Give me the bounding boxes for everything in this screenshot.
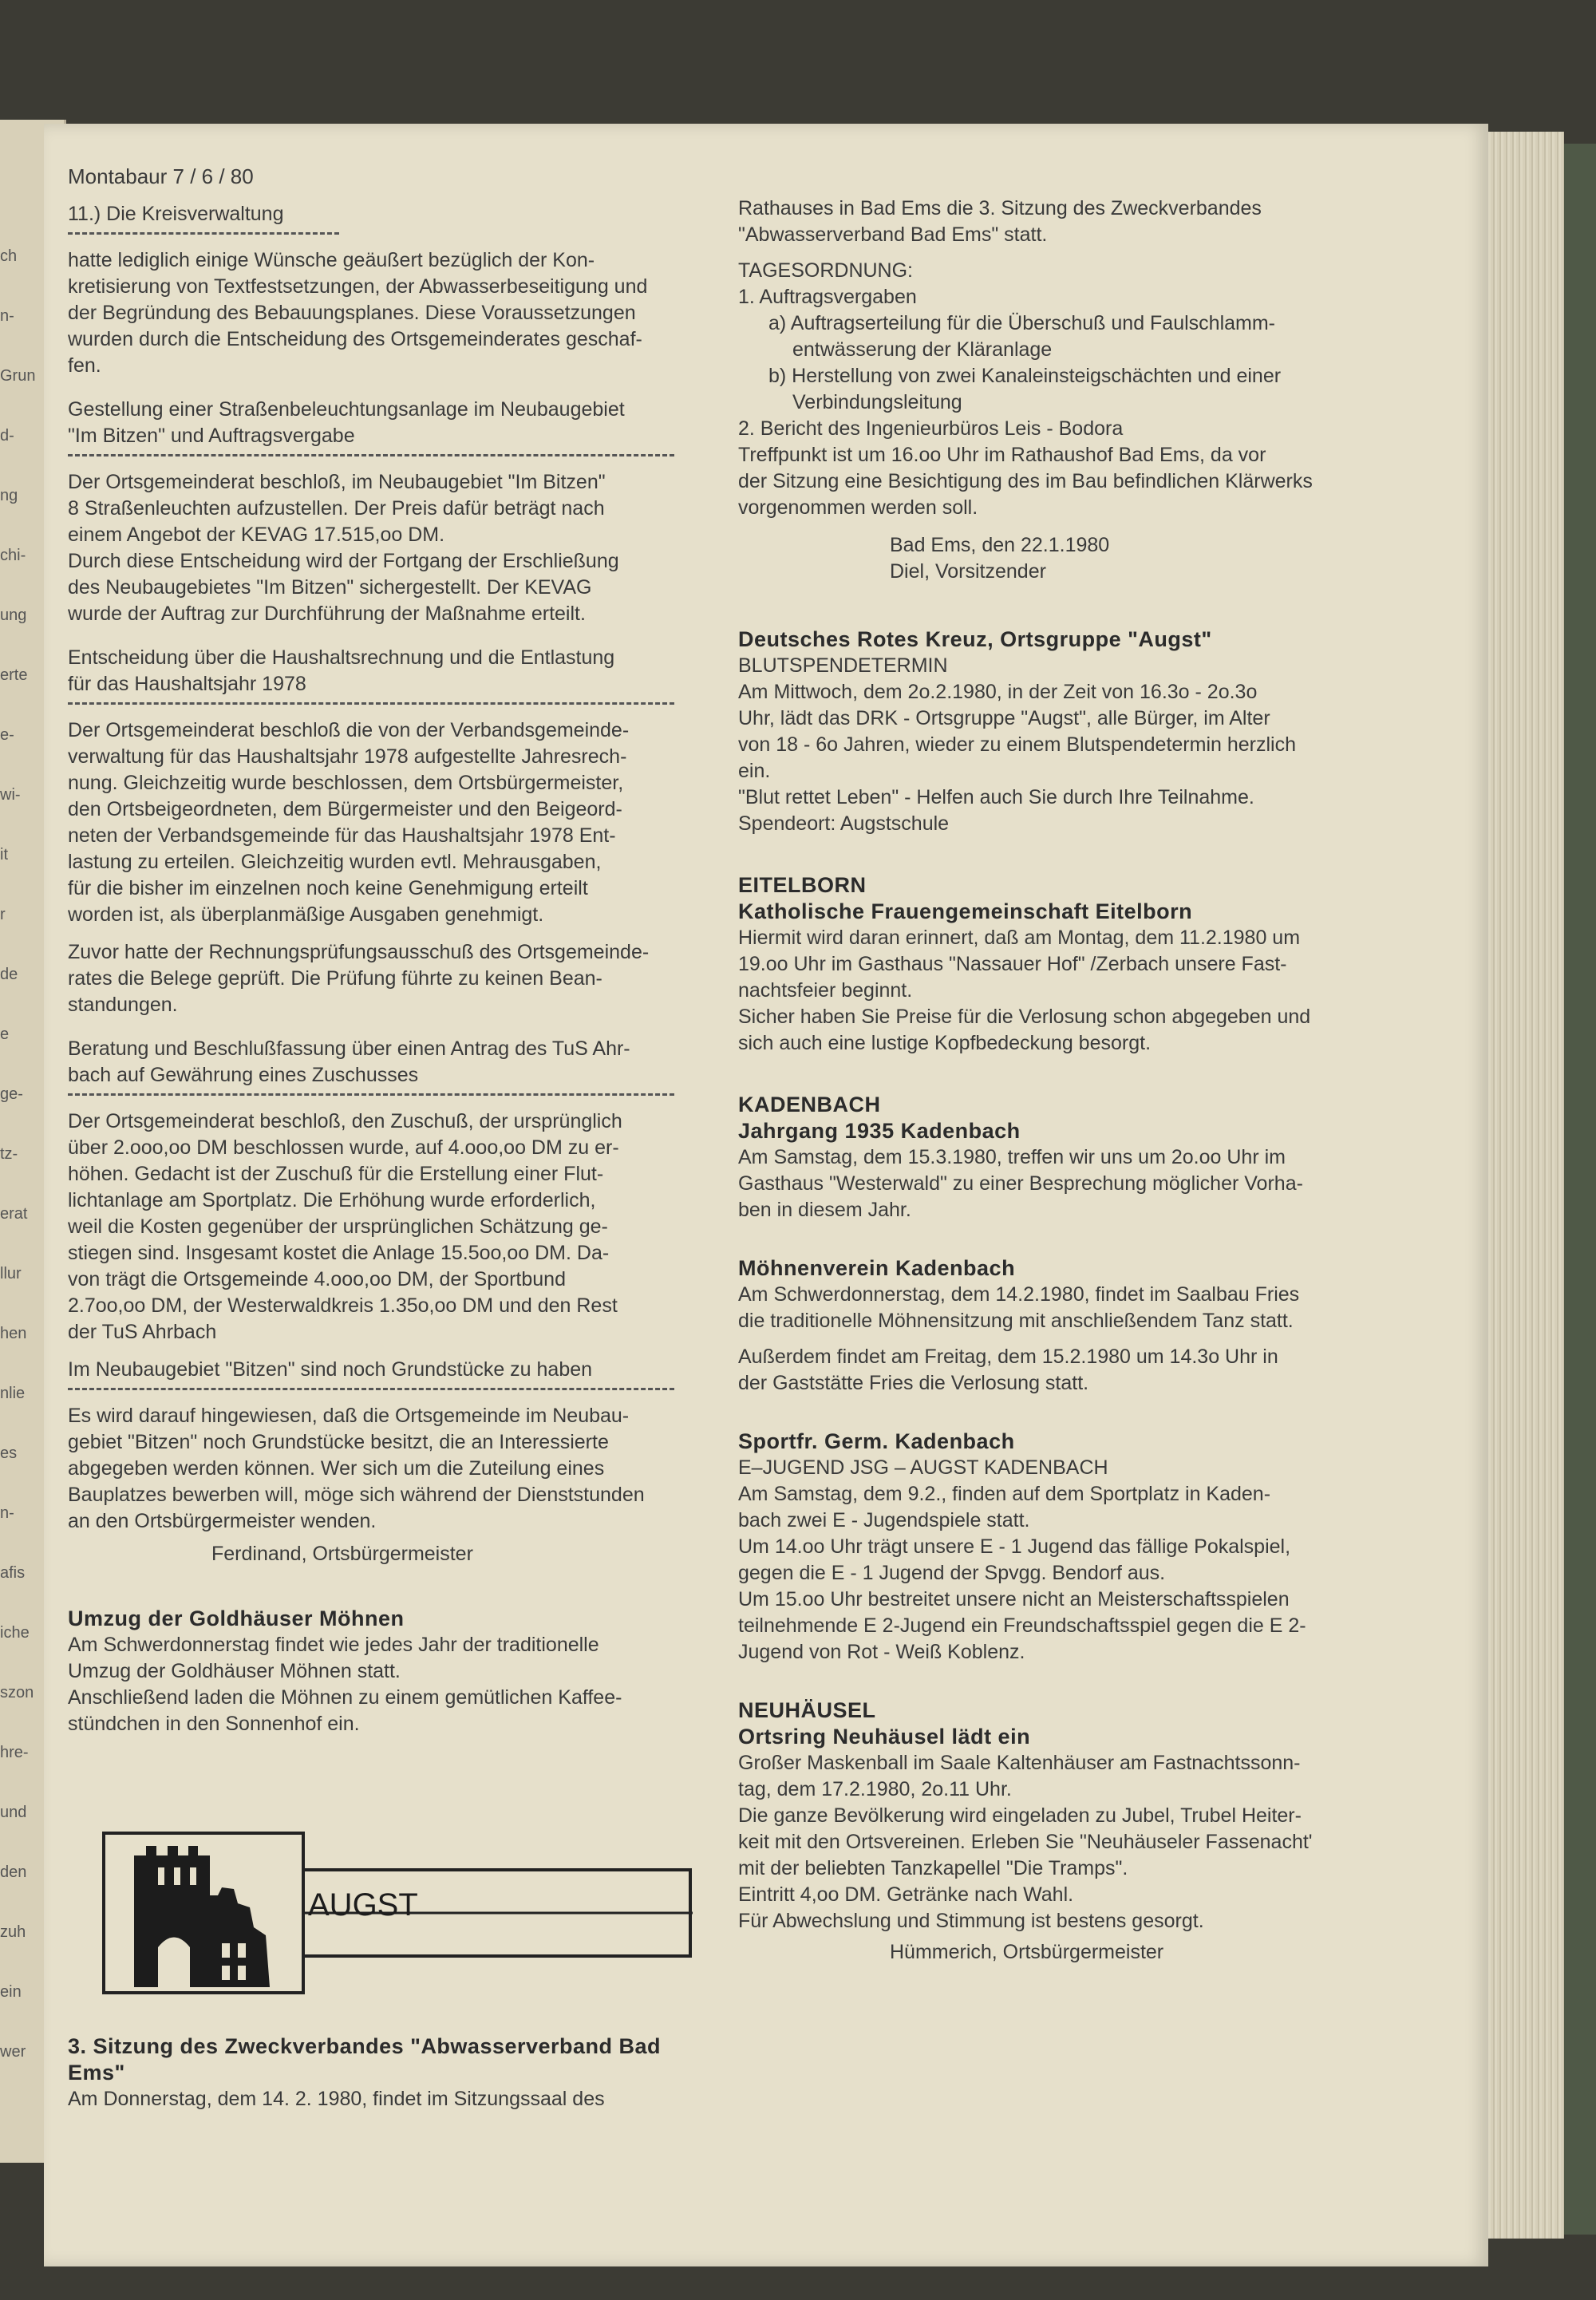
text-line: Am Schwerdonnerstag, dem 14.2.1980, findet im Saalbau Fries	[738, 1283, 1300, 1306]
left-page-fragment: it	[0, 846, 8, 863]
sportfr-body	[738, 1481, 1400, 1666]
text-line: abgegeben werden können. Wer sich um die Zuteilung eines	[68, 1457, 605, 1480]
text-line: Großer Maskenball im Saale Kaltenhäuser am Fastnachtssonn-	[738, 1752, 1301, 1774]
left-page-fragment: erat	[0, 1205, 28, 1223]
section-title-strassenbeleuchtung	[68, 397, 706, 449]
heading-zweckverband-sitzung: 3. Sitzung des Zweckverbandes "Abwasserverband Bad Ems"	[68, 2034, 662, 2085]
text-line: gebiet "Bitzen" noch Grundstücke besitzt, die an Interessierte	[68, 1431, 609, 1453]
text-line: Der Ortsgemeinderat beschloß die von der Verbandsgemeinde-	[68, 719, 630, 741]
text-line: für die bisher im einzelnen noch keine Genehmigung erteilt	[68, 877, 588, 899]
divider	[68, 232, 339, 235]
text-line: Der Ortsgemeinderat beschloß, im Neubaugebiet "Im Bitzen"	[68, 471, 606, 493]
text-line: 2.7oo,oo DM, der Westerwaldkreis 1.35o,oo DM und den Rest	[68, 1294, 618, 1317]
moehnen-body-2	[738, 1344, 1400, 1397]
text-line: fen.	[68, 354, 101, 377]
text-line: Bad Ems, den 22.1.1980	[890, 534, 1110, 556]
section-body-tus-ahrbach	[68, 1109, 706, 1346]
text-line: "Im Bitzen" und Auftragsvergabe	[68, 425, 355, 447]
text-line: Verbindungsleitung	[792, 391, 962, 413]
text-line: stündchen in den Sonnenhof ein.	[68, 1713, 360, 1735]
left-page-fragment: d-	[0, 427, 14, 445]
text-line: der TuS Ahrbach	[68, 1321, 217, 1343]
text-line: rates die Belege geprüft. Die Prüfung führte zu keinen Bean-	[68, 967, 602, 990]
text-line: nung. Gleichzeitig wurde beschlossen, dem Ortsbürgermeister,	[68, 772, 624, 794]
sitzung-line: Am Donnerstag, dem 14. 2. 1980, findet im Sitzungssaal des	[68, 2088, 605, 2110]
left-page-fragment: ung	[0, 607, 27, 624]
text-line: der Begründung des Bebauungsplanes. Diese Voraussetzungen	[68, 302, 636, 324]
section-body-rechnungspruefung	[68, 939, 706, 1018]
text-line: Der Ortsgemeinderat beschloß, den Zuschuß, der ursprünglich	[68, 1110, 622, 1132]
text-line: ein.	[738, 760, 771, 782]
heading-drk: Deutsches Rotes Kreuz, Ortsgruppe "Augst"	[738, 627, 1212, 651]
text-line: Uhr, lädt das DRK - Ortsgruppe "Augst", alle Bürger, im Alter	[738, 707, 1270, 729]
heading-umzug: Umzug der Goldhäuser Möhnen	[68, 1606, 405, 1630]
left-page-fragment: e	[0, 1026, 10, 1043]
meeting-text	[738, 442, 1400, 521]
section-title-tus-ahrbach	[68, 1036, 706, 1089]
text-line: weil die Kosten gegenüber der ursprünglichen Schätzung ge-	[68, 1215, 608, 1238]
text-line: wurden durch die Entscheidung des Ortsgemeinderates geschaf-	[68, 328, 642, 350]
text-line: nachtsfeier beginnt.	[738, 979, 913, 1002]
text-line: Am Schwerdonnerstag findet wie jedes Jahr der traditionelle	[68, 1634, 599, 1656]
text-line: Eintritt 4,oo DM. Getränke nach Wahl.	[738, 1883, 1074, 1906]
text-line: Gestellung einer Straßenbeleuchtungsanlage im Neubaugebiet	[68, 398, 625, 421]
text-line: Am Samstag, dem 15.3.1980, treffen wir uns um 2o.oo Uhr im	[738, 1146, 1286, 1168]
drk-subtitle: BLUTSPENDETERMIN	[738, 654, 948, 677]
text-line: neten der Verbandsgemeinde für das Haushaltsjahr 1978 Ent-	[68, 824, 616, 847]
augst-logo-banner	[102, 1832, 693, 1995]
text-line: lichtanlage am Sportplatz. Die Erhöhung wurde erforderlich,	[68, 1189, 596, 1211]
text-line: an den Ortsbürgermeister wenden.	[68, 1510, 377, 1532]
logo-town-name: AUGST	[308, 1887, 418, 1923]
text-line: hatte lediglich einige Wünsche geäußert bezüglich der Kon-	[68, 249, 595, 271]
left-page-fragment: hre-	[0, 1744, 29, 1761]
text-line: Diel, Vorsitzender	[890, 560, 1046, 583]
text-line: stiegen sind. Insgesamt kostet die Anlage 15.5oo,oo DM. Da-	[68, 1242, 610, 1264]
text-line: "Abwasserverband Bad Ems" statt.	[738, 223, 1048, 246]
text-line: wurde der Auftrag zur Durchführung der Maßnahme erteilt.	[68, 603, 586, 625]
section-body-kreisverwaltung	[68, 247, 706, 379]
signature-huemmerich: Hümmerich, Ortsbürgermeister	[890, 1941, 1164, 1963]
left-page-fragment: tz-	[0, 1145, 18, 1163]
text-line: höhen. Gedacht ist der Zuschuß für die Erstellung einer Flut-	[68, 1163, 604, 1185]
left-page-fragment: und	[0, 1804, 27, 1821]
kadenbach-body	[738, 1144, 1400, 1223]
text-line: Sicher haben Sie Preise für die Verlosung schon abgegeben und	[738, 1006, 1311, 1028]
text-line: Beratung und Beschlußfassung über einen Antrag des TuS Ahr-	[68, 1037, 630, 1060]
text-line: ben in diesem Jahr.	[738, 1199, 911, 1221]
left-page-fragment: r	[0, 906, 6, 923]
sportfr-subtitle: E–JUGEND JSG – AUGST KADENBACH	[738, 1456, 1108, 1479]
left-column-bottom	[68, 2033, 706, 2112]
heading-ortsring: Ortsring Neuhäusel lädt ein	[738, 1725, 1031, 1749]
left-page-fragment: hen	[0, 1325, 27, 1342]
heading-frauengemeinschaft: Katholische Frauengemeinschaft Eitelborn	[738, 899, 1193, 923]
left-page-fragment: n-	[0, 1504, 14, 1522]
text-line: Treffpunkt ist um 16.oo Uhr im Rathaushof Bad Ems, da vor	[738, 444, 1266, 466]
text-line: für das Haushaltsjahr 1978	[68, 673, 306, 695]
left-page-fragment: wer	[0, 2043, 26, 2061]
heading-moehnenverein: Möhnenverein Kadenbach	[738, 1256, 1016, 1280]
section-body-strassenbeleuchtung	[68, 469, 706, 627]
text-line: bach zwei E - Jugendspiele statt.	[738, 1509, 1030, 1531]
text-line: über 2.ooo,oo DM beschlossen wurde, auf 4.ooo,oo DM zu er-	[68, 1136, 619, 1159]
text-line: kretisierung von Textfestsetzungen, der Abwasserbeseitigung und	[68, 275, 648, 298]
divider	[68, 1093, 674, 1096]
heading-sportfreunde: Sportfr. Germ. Kadenbach	[738, 1429, 1015, 1453]
left-page-fragment: ng	[0, 487, 18, 504]
text-line: Am Mittwoch, dem 2o.2.1980, in der Zeit von 16.3o - 2o.3o	[738, 681, 1258, 703]
right-column	[738, 196, 1400, 1966]
text-line: tag, dem 17.2.1980, 2o.11 Uhr.	[738, 1778, 1012, 1800]
section-body-umzug	[68, 1632, 706, 1737]
divider	[68, 454, 674, 456]
text-line: Am Samstag, dem 9.2., finden auf dem Sportplatz in Kaden-	[738, 1483, 1271, 1505]
heading-jahrgang-1935: Jahrgang 1935 Kadenbach	[738, 1119, 1021, 1143]
agenda-title: TAGESORDNUNG:	[738, 259, 913, 282]
section-body-bitzen	[68, 1403, 706, 1535]
page-date: Montabaur 7 / 6 / 80	[68, 164, 254, 188]
agenda-list	[738, 284, 1400, 442]
text-line: Durch diese Entscheidung wird der Fortgang der Erschließung	[68, 550, 619, 572]
text-line: sich auch eine lustige Kopfbedeckung besorgt.	[738, 1032, 1152, 1054]
text-line: lastung zu erteilen. Gleichzeitig wurden evtl. Mehrausgaben,	[68, 851, 602, 873]
section-title-bitzen: Im Neubaugebiet "Bitzen" sind noch Grundstücke zu haben	[68, 1358, 593, 1381]
divider	[68, 702, 674, 705]
text-line: 1. Auftragsvergaben	[738, 286, 917, 308]
text-line: 8 Straßenleuchten aufzustellen. Der Preis dafür beträgt nach	[68, 497, 605, 520]
left-page-fragment: wi-	[0, 786, 21, 804]
text-line: worden ist, als überplanmäßige Ausgaben genehmigt.	[68, 903, 544, 926]
left-page-fragment: iche	[0, 1624, 30, 1642]
eitelborn-body	[738, 925, 1400, 1057]
text-line: verwaltung für das Haushaltsjahr 1978 aufgestellte Jahresrech-	[68, 745, 627, 768]
text-line: Die ganze Bevölkerung wird eingeladen zu Jubel, Trubel Heiter-	[738, 1804, 1302, 1827]
section-body-haushaltsrechnung	[68, 717, 706, 928]
text-line: bach auf Gewährung eines Zuschusses	[68, 1064, 419, 1086]
text-line: Es wird darauf hingewiesen, daß die Ortsgemeinde im Neubau-	[68, 1405, 630, 1427]
left-page-fragment: ein	[0, 1983, 22, 2001]
text-line: keit mit den Ortsvereinen. Erleben Sie "Neuhäuseler Fassenacht'	[738, 1831, 1313, 1853]
divider	[68, 1388, 674, 1390]
text-line: "Blut rettet Leben" - Helfen auch Sie durch Ihre Teilnahme.	[738, 786, 1254, 808]
text-line: gegen die E - 1 Jugend der Spvgg. Bendorf aus.	[738, 1562, 1166, 1584]
left-page-fragment: erte	[0, 666, 28, 684]
left-page-fragment: e-	[0, 726, 14, 744]
text-line: mit der beliebten Tanzkapellel "Die Tramps".	[738, 1857, 1128, 1879]
text-line: Entscheidung über die Haushaltsrechnung und die Entlastung	[68, 646, 615, 669]
left-page-fragment: afis	[0, 1564, 26, 1582]
left-page-fragment: szon	[0, 1684, 34, 1701]
text-line: 2. Bericht des Ingenieurbüros Leis - Bodora	[738, 417, 1124, 440]
text-line: Zuvor hatte der Rechnungsprüfungsausschuß des Ortsgemeinde-	[68, 941, 650, 963]
text-line: Anschließend laden die Möhnen zu einem gemütlichen Kaffee-	[68, 1686, 622, 1709]
left-page-fragment: zuh	[0, 1923, 26, 1941]
text-line: 19.oo Uhr im Gasthaus "Nassauer Hof" /Zerbach unsere Fast-	[738, 953, 1287, 975]
left-page-fragment: nlie	[0, 1385, 26, 1402]
heading-kadenbach: KADENBACH	[738, 1093, 881, 1116]
left-column	[68, 164, 706, 1737]
text-line: Für Abwechslung und Stimmung ist bestens gesorgt.	[738, 1910, 1204, 1932]
signature-ferdinand: Ferdinand, Ortsbürgermeister	[211, 1543, 473, 1565]
text-line: Bauplatzes bewerben will, möge sich während der Dienststunden	[68, 1484, 645, 1506]
text-line: von trägt die Ortsgemeinde 4.ooo,oo DM, der Sportbund	[68, 1268, 566, 1290]
text-line: der Sitzung eine Besichtigung des im Bau befindlichen Klärwerks	[738, 470, 1313, 492]
drk-body	[738, 679, 1400, 837]
intro-text	[738, 196, 1400, 248]
text-line: Spendeort: Augstschule	[738, 812, 950, 835]
text-line: einem Angebot der KEVAG 17.515,oo DM.	[68, 524, 445, 546]
left-page-fragment: llur	[0, 1265, 22, 1282]
text-line: Um 15.oo Uhr bestreitet unsere nicht an Meisterschaftsspielen	[738, 1588, 1290, 1610]
left-page-fragment: ch	[0, 247, 18, 265]
text-line: der Gaststätte Fries die Verlosung statt.	[738, 1372, 1089, 1394]
text-line: die traditionelle Möhnensitzung mit anschließendem Tanz statt.	[738, 1310, 1294, 1332]
left-page-fragment: chi-	[0, 547, 26, 564]
left-page-fragment: den	[0, 1863, 27, 1881]
text-line: vorgenommen werden soll.	[738, 496, 978, 519]
text-line: standungen.	[68, 994, 178, 1016]
left-page-fragment: ge-	[0, 1085, 23, 1103]
text-line: von 18 - 6o Jahren, wieder zu einem Blutspendetermin herzlich	[738, 733, 1296, 756]
section-title-kreisverwaltung: 11.) Die Kreisverwaltung	[68, 203, 284, 225]
text-line: Gasthaus "Westerwald" zu einer Besprechung möglicher Vorha-	[738, 1172, 1303, 1195]
left-page-fragment: es	[0, 1444, 18, 1462]
heading-eitelborn: EITELBORN	[738, 873, 867, 897]
book-cover	[1564, 144, 1596, 2235]
text-line: a) Auftragserteilung für die Überschuß und Faulschlamm-	[768, 312, 1276, 334]
text-line: Hiermit wird daran erinnert, daß am Montag, dem 11.2.1980 um	[738, 927, 1301, 949]
meeting-signature	[738, 532, 1400, 585]
text-line: Jugend von Rot - Weiß Koblenz.	[738, 1641, 1025, 1663]
text-line: entwässerung der Kläranlage	[792, 338, 1053, 361]
text-line: des Neubaugebietes "Im Bitzen" sichergestellt. Der KEVAG	[68, 576, 592, 599]
text-line: Um 14.oo Uhr trägt unsere E - 1 Jugend das fällige Pokalspiel,	[738, 1535, 1291, 1558]
left-page-fragment: n-	[0, 307, 14, 325]
text-line: den Ortsbeigeordneten, dem Bürgermeister und den Beigeord-	[68, 798, 622, 820]
text-line: b) Herstellung von zwei Kanaleinsteigschächten und einer	[768, 365, 1282, 387]
text-line: teilnehmende E 2-Jugend ein Freundschaftsspiel gegen die E 2-	[738, 1614, 1306, 1637]
section-title-haushaltsrechnung	[68, 645, 706, 698]
text-line: Rathauses in Bad Ems die 3. Sitzung des Zweckverbandes	[738, 197, 1262, 219]
text-line: Außerdem findet am Freitag, dem 15.2.1980 um 14.3o Uhr in	[738, 1346, 1278, 1368]
text-line: Umzug der Goldhäuser Möhnen statt.	[68, 1660, 401, 1682]
neuhaeusel-body	[738, 1750, 1400, 1934]
moehnen-body	[738, 1282, 1400, 1334]
heading-neuhaeusel: NEUHÄUSEL	[738, 1698, 876, 1722]
left-page-fragment: de	[0, 966, 18, 983]
left-page-fragment: Grun	[0, 367, 36, 385]
